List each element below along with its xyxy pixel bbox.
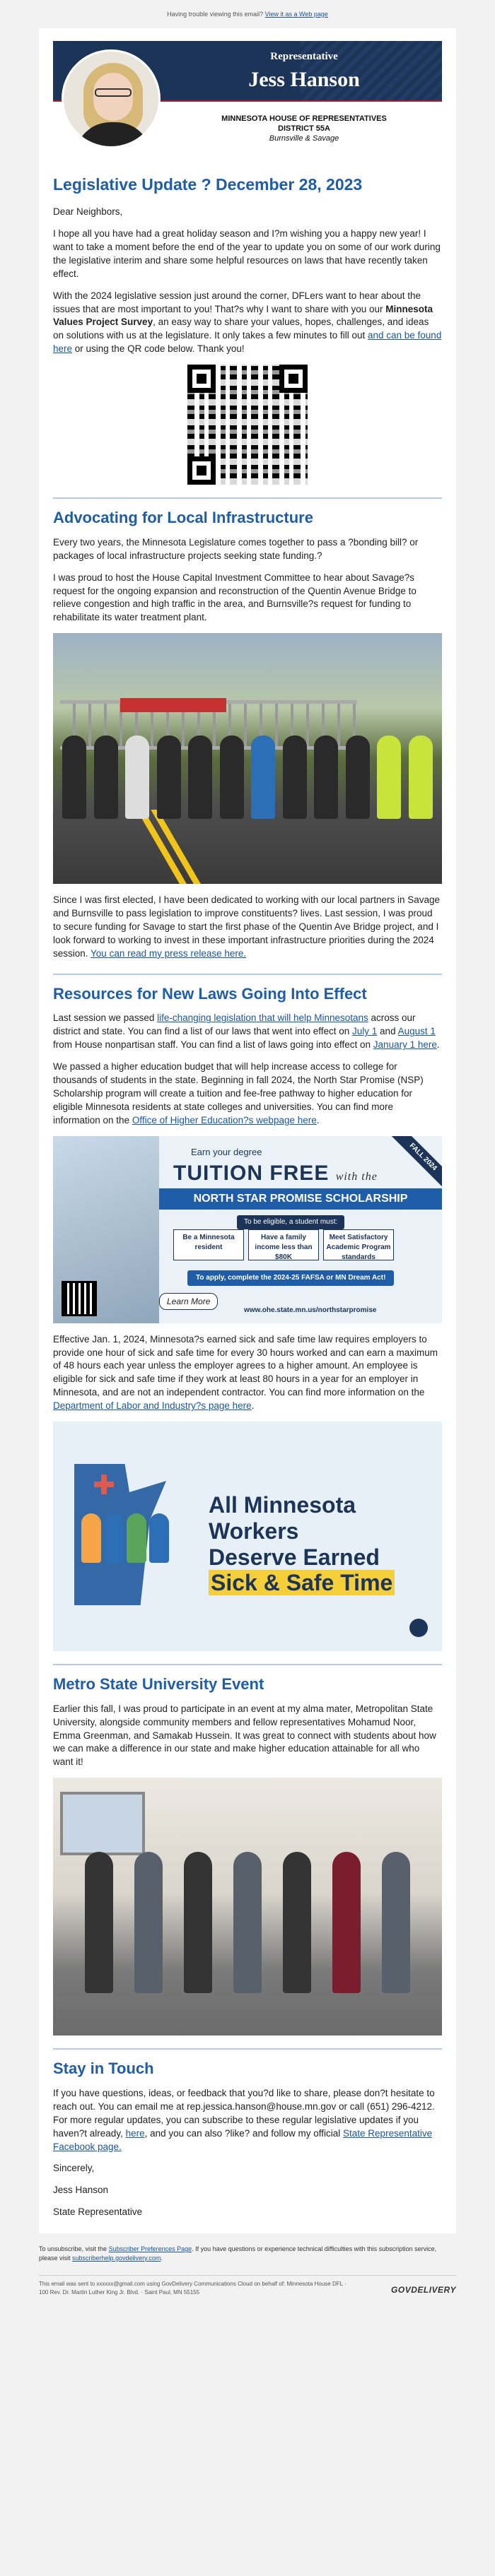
intro-paragraph: I hope all you have had a great holiday season and I?m wishing you a happy new year! I want to take a moment before the end of the year to update you on some of our work during the legislative interim and share some helpful resources on laws that have recently taken effect. — [53, 228, 441, 279]
survey-link[interactable]: and can be found here — [53, 330, 442, 355]
rep-label: Representative — [270, 51, 338, 62]
email-footer — [39, 2233, 456, 2296]
qr-finder-top-right — [279, 365, 308, 393]
committee-paragraph: I was proud to host the House Capital Investment Committee to hear about Savage?s request for the ongoing expansion and reconstruction of the Quentin Avenue Bridge to relieve congestion and high traffic in the area, and Burnsville?s request for funding to rehabilitate its water treatment plant. — [53, 572, 417, 623]
footer-bottom — [39, 2275, 456, 2296]
org-line-2: DISTRICT 55A — [278, 124, 330, 133]
contact-paragraph: If you have questions, ideas, or feedback that you?d like to share, please don?t hesitate to reach out. You can email me at rep.jessica.hanson@house.mn.gov or call (651) 296-4212. For more regular updates, you can subscribe to these regular legislative updates if you haven?t already, here, and you can also ?like? and follow my official State Representative Facebook page. — [53, 2088, 435, 2152]
new-laws-paragraph: Last session we passed life-changing legislation that will help Minnesotans across our district and state. You can find a list of our laws that went into effect on July 1 and August 1 from House nonpartisan staff. You can find a list of laws going into effect on January 1 here. — [53, 1012, 440, 1051]
header-banner — [53, 41, 442, 158]
promo-earn-text: Earn your degree — [191, 1146, 262, 1157]
qr-finder-bottom-left — [187, 456, 216, 485]
promo-learn-more: Learn More — [159, 1293, 218, 1311]
requirement-income: Have a family income less than $80K — [248, 1229, 319, 1260]
savage-sign — [120, 698, 226, 712]
signature-role: State Representative — [53, 2206, 143, 2218]
group-of-people — [53, 735, 442, 820]
facebook-page-link[interactable]: State Representative Facebook page. — [53, 2127, 433, 2152]
section-heading-new-laws: Resources for New Laws Going Into Effect — [53, 974, 442, 1005]
requirement-academic: Meet Satisfactory Academic Program standards — [323, 1229, 394, 1260]
page-title: Legislative Update ? December 28, 2023 — [53, 175, 363, 194]
section-heading-stay-in-touch: Stay in Touch — [53, 2048, 442, 2080]
email-body — [39, 28, 456, 2233]
infrastructure-paragraph: Since I was first elected, I have been dedicated to working with our local partners in Savage and Burnsville to pass legislation to improve constituents? lives. Last session, I was proud to secure funding for Savage to start the first phase of the Quentin Ave Bridge project, and I look forward to working to invest in these important infrastructure priorities during the 2024 session. You can read my press release here. — [53, 894, 441, 959]
august-1-link[interactable]: August 1 — [397, 1026, 436, 1037]
state-seal-icon — [409, 1619, 428, 1637]
promo-qr-code — [62, 1281, 97, 1316]
higher-ed-paragraph: We passed a higher education budget that will help increase access to college for thousands of students in the state. Beginning in fall 2024, the North Star Promise (NSP) Scholarship program will create a tuition and fee-free pathway to higher education for eligible Minnesota residents at state colleges and universities. You can find more information on the Office of Higher Education?s webpage here. — [53, 1061, 424, 1125]
subscribe-link[interactable]: here — [125, 2127, 145, 2139]
survey-qr-code[interactable] — [187, 365, 308, 485]
view-web-page-link[interactable]: View it as a Web page — [264, 10, 328, 18]
promo-tuition-free: TUITION FREE with the — [173, 1161, 378, 1185]
requirement-residency: Be a Minnesota resident — [173, 1229, 244, 1260]
group-of-people — [74, 1852, 421, 1993]
promo-url: www.ohe.state.mn.us/northstarpromise — [244, 1306, 377, 1314]
north-star-promise-graphic — [53, 1136, 442, 1323]
org-line-3: Burnsville & Savage — [269, 134, 339, 143]
preheader-text: Having trouble viewing this email? — [167, 10, 264, 18]
unsubscribe-text: To unsubscribe, visit the Subscriber Preferences Page. If you have questions or experience technical difficulties with this subscription service, please visit subscriberhelp.govdelivery.com. — [39, 2245, 437, 2262]
bonding-paragraph: Every two years, the Minnesota Legislature comes together to pass a ?bonding bill? or packages of local infrastructure projects seeking state funding.? — [53, 536, 419, 561]
promo-requirements — [173, 1229, 394, 1260]
qr-finder-top-left — [187, 365, 216, 393]
signature-name: Jess Hanson — [53, 2185, 109, 2196]
govdelivery-logo[interactable]: GOVDELIVERY — [391, 2284, 456, 2295]
workers-illustration — [81, 1513, 169, 1563]
sick-time-paragraph: Effective Jan. 1, 2024, Minnesota?s earned sick and safe time law requires employers to provide one hour of sick and safe time for every 30 hours worked and can earn a maximum of 48 hours each year unless the employer agrees to a higher amount. An employee is eligible for sick and safe time if they work at least 80 hours in a year for an employer in Minnesota, and are not an independent contractor. You can find more information on the Department of Labor and Industry?s page here. — [53, 1333, 438, 1412]
section-heading-infrastructure: Advocating for Local Infrastructure — [53, 497, 442, 529]
press-release-link[interactable]: You can read my press release here. — [91, 947, 247, 959]
avatar — [62, 49, 161, 148]
survey-paragraph: With the 2024 legislative session just around the corner, DFLers want to hear about the issues that are most important to you! That?s why I want to share with you our Minnesota Values Project Survey, an easy way to share your values, hopes, challenges, and ideas on solutions with us at the legislature. It only takes a few minutes to fill out and can be found here or using the QR code below. Thank you! — [53, 290, 442, 355]
sick-safe-time-graphic — [53, 1422, 442, 1651]
legislation-link[interactable]: life-changing legislation that will help Minnesotans — [157, 1012, 368, 1024]
ohe-webpage-link[interactable]: Office of Higher Education?s webpage here — [132, 1114, 317, 1125]
bridge-group-photo — [53, 633, 442, 884]
metro-state-paragraph: Earlier this fall, I was proud to participate in an event at my alma mater, Metropolitan State University, alongside community members and fellow representatives Mohamud Noor, Emma Greenman, and Samakab Hussein. It was great to connect with students about how we can make a difference in our state and make higher education attainable for all who want it! — [53, 1703, 436, 1768]
promo-fall-badge: FALL 2024 — [390, 1136, 442, 1190]
medical-cross-icon — [94, 1475, 114, 1494]
rep-name: Jess Hanson — [248, 68, 360, 91]
greeting: Dear Neighbors, — [53, 206, 123, 218]
preheader — [0, 0, 495, 28]
sent-to-text: This email was sent to xxxxxx@gmail.com using GovDelivery Communications Cloud on behalf of: Minnesota House DFL · 100 Rev. Dr. Martin Luther King Jr. Blvd. · Saint Paul, MN 55155 — [39, 2281, 346, 2296]
sign-off: Sincerely, — [53, 2163, 95, 2174]
district-info — [180, 114, 428, 143]
promo-nsp-banner: NORTH STAR PROMISE SCHOLARSHIP — [159, 1188, 442, 1210]
sick-time-headline: All Minnesota Workers Deserve Earned Sick & Safe Time — [209, 1492, 442, 1596]
july-1-link[interactable]: July 1 — [352, 1026, 378, 1037]
subscriber-help-link[interactable]: subscriberhelp.govdelivery.com — [72, 2254, 161, 2262]
dli-page-link[interactable]: Department of Labor and Industry?s page here — [53, 1400, 252, 1412]
promo-eligibility: To be eligible, a student must: — [237, 1215, 344, 1229]
subscriber-preferences-link[interactable]: Subscriber Preferences Page — [108, 2245, 192, 2253]
metro-state-group-photo — [53, 1778, 442, 2036]
section-heading-metro-state: Metro State University Event — [53, 1664, 442, 1696]
january-1-link[interactable]: January 1 here — [373, 1039, 437, 1051]
org-line-1: MINNESOTA HOUSE OF REPRESENTATIVES — [221, 114, 387, 123]
promo-apply: To apply, complete the 2024-25 FAFSA or MN Dream Act! — [187, 1270, 394, 1286]
survey-name: Minnesota Values Project Survey — [53, 303, 433, 328]
